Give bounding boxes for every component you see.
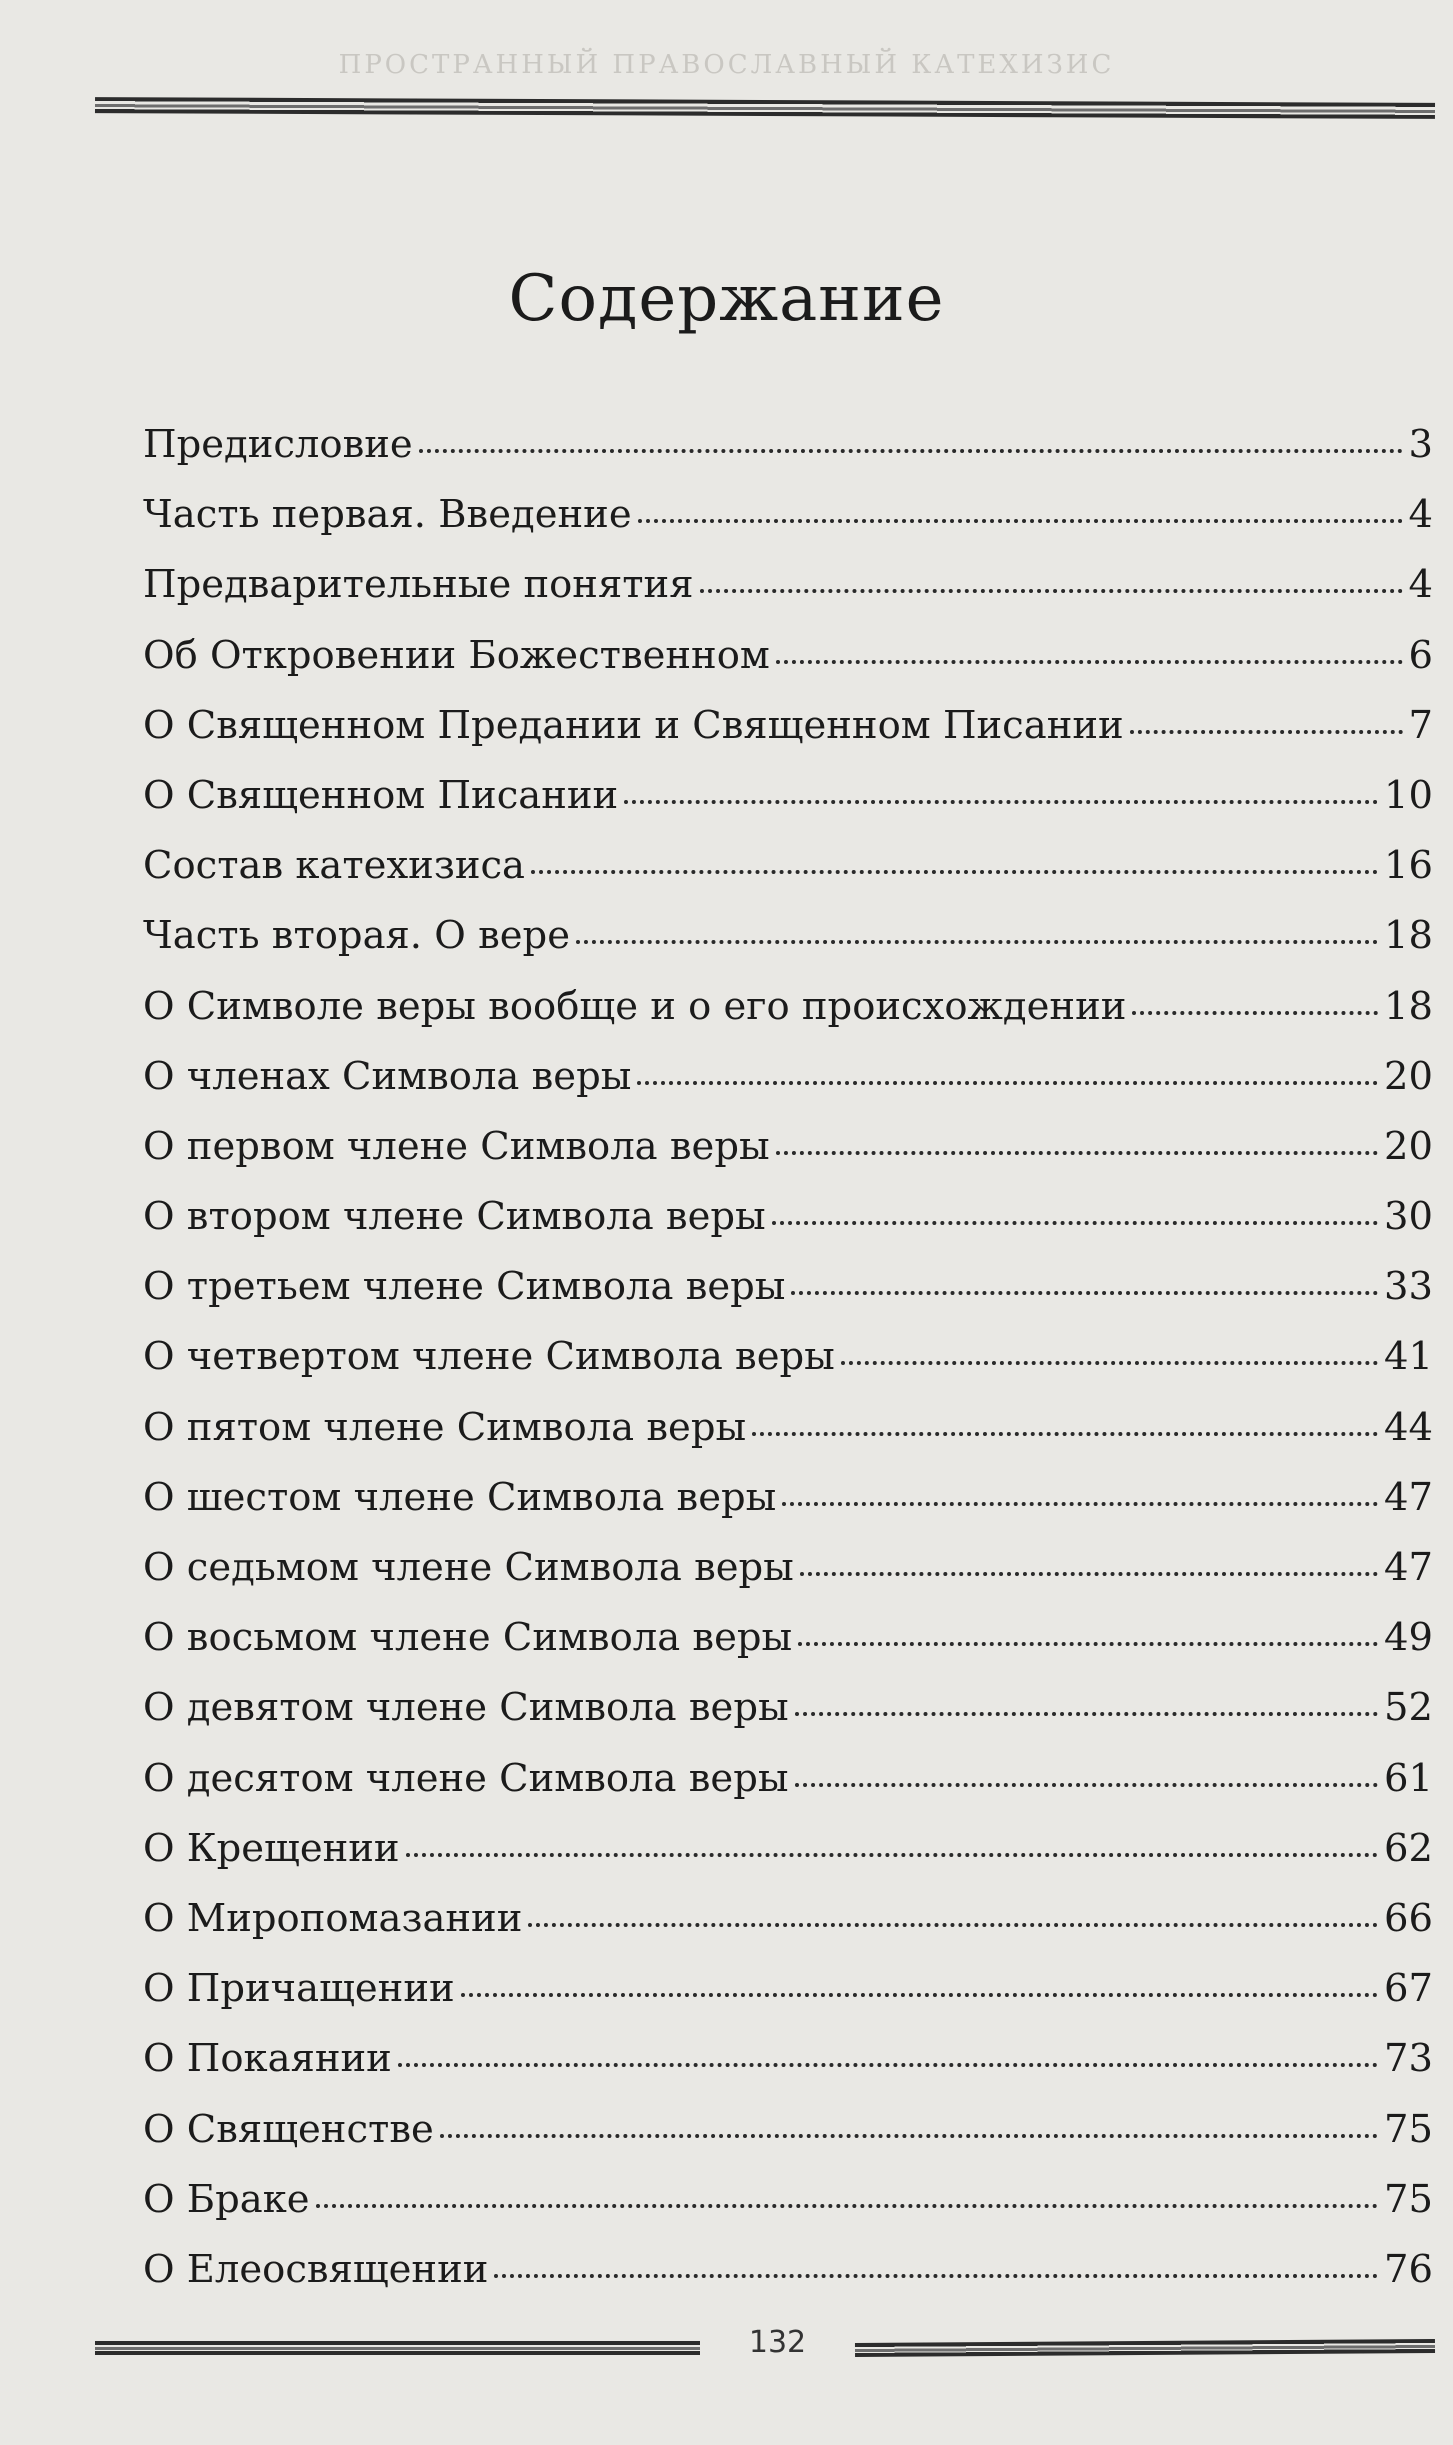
toc-entry — [143, 410, 1433, 480]
dot-leader — [772, 1221, 1378, 1225]
toc-entry-page-number: 73 — [1384, 2036, 1433, 2082]
toc-entry-title: О Елеосвящении — [143, 2246, 489, 2292]
toc-entry-title: О Браке — [143, 2176, 310, 2222]
toc-entry-title: О Священстве — [143, 2106, 434, 2152]
toc-entry-title: О девятом члене Символа веры — [143, 1685, 789, 1731]
toc-entry-title: О десятом члене Символа веры — [143, 1755, 789, 1801]
toc-entry — [143, 761, 1433, 831]
toc-entry-page-number: 41 — [1384, 1334, 1433, 1380]
dot-leader — [624, 800, 1378, 804]
toc-entry-page-number: 67 — [1384, 1966, 1433, 2012]
dot-leader — [800, 1572, 1378, 1576]
page-footer — [95, 2325, 1435, 2365]
toc-entry-title: О Священном Писании — [143, 772, 619, 818]
running-head: ПРОСТРАННЫЙ ПРАВОСЛАВНЫЙ КАТЕХИЗИС — [338, 50, 1115, 80]
toc-entry — [143, 1954, 1433, 2024]
toc-entry — [143, 621, 1433, 691]
toc-entry-title: О первом члене Символа веры — [143, 1123, 770, 1169]
dot-leader — [752, 1432, 1378, 1436]
toc-entry — [143, 1533, 1433, 1603]
toc-entry — [143, 2095, 1433, 2165]
toc-entry-page-number: 75 — [1384, 2176, 1433, 2222]
toc-entry-page-number: 10 — [1384, 772, 1433, 818]
toc-entry — [143, 1182, 1433, 1252]
toc-entry-page-number: 7 — [1408, 702, 1433, 748]
toc-entry — [143, 972, 1433, 1042]
dot-leader — [776, 660, 1403, 664]
toc-entry-title: О Покаянии — [143, 2036, 392, 2082]
dot-leader — [440, 2134, 1378, 2138]
page-title: Содержание — [508, 262, 945, 336]
toc-entry-title: Предварительные понятия — [143, 562, 694, 608]
toc-entry-title: Часть первая. Введение — [143, 492, 632, 538]
toc-entry-page-number: 47 — [1384, 1474, 1433, 1520]
toc-entry — [143, 480, 1433, 550]
toc-entry-title: О восьмом члене Символа веры — [143, 1615, 793, 1661]
toc-entry-page-number: 3 — [1408, 422, 1433, 467]
dot-leader — [419, 449, 1403, 453]
toc-entry — [143, 2235, 1433, 2305]
toc-entry — [143, 901, 1433, 971]
toc-entry-page-number: 20 — [1384, 1123, 1433, 1169]
toc-entry — [143, 1744, 1433, 1814]
toc-entry-title: Предисловие — [143, 422, 413, 467]
toc-entry — [143, 831, 1433, 901]
toc-entry — [143, 1393, 1433, 1463]
dot-leader — [700, 589, 1403, 593]
toc-entry-page-number: 6 — [1408, 632, 1433, 678]
dot-leader — [637, 1081, 1378, 1085]
dot-leader — [494, 2274, 1378, 2278]
toc-entry — [143, 1603, 1433, 1673]
dot-leader — [461, 1993, 1378, 1997]
toc-entry — [143, 1814, 1433, 1884]
toc-entry-title: О Священном Предании и Священном Писании — [143, 702, 1124, 748]
dot-leader — [841, 1361, 1378, 1365]
dot-leader — [798, 1642, 1378, 1646]
toc-entry — [143, 1463, 1433, 1533]
toc-entry-title: О членах Символа веры — [143, 1053, 632, 1099]
toc-entry-title: О Причащении — [143, 1966, 455, 2012]
toc-entry-page-number: 49 — [1384, 1615, 1433, 1661]
toc-entry-title: Состав катехизиса — [143, 843, 526, 889]
toc-entry — [143, 691, 1433, 761]
toc-entry-title: О Миропомазании — [143, 1895, 523, 1941]
toc-entry-page-number: 52 — [1384, 1685, 1433, 1731]
toc-entry-page-number: 16 — [1384, 843, 1433, 889]
dot-leader — [795, 1712, 1378, 1716]
toc-entry-title: Об Откровении Божественном — [143, 632, 770, 678]
toc-entry — [143, 1252, 1433, 1322]
toc-entry-page-number: 18 — [1384, 983, 1433, 1029]
toc-entry-page-number: 30 — [1384, 1194, 1433, 1240]
toc-entry-page-number: 61 — [1384, 1755, 1433, 1801]
dot-leader — [528, 1923, 1378, 1927]
bottom-rule-left — [95, 2341, 700, 2355]
toc-entry-title: О Символе веры вообще и о его происхождении — [143, 983, 1127, 1029]
toc-entry — [143, 550, 1433, 620]
toc-entry-page-number: 33 — [1384, 1264, 1433, 1310]
toc-entry-page-number: 20 — [1384, 1053, 1433, 1099]
table-of-contents — [143, 410, 1433, 2305]
toc-entry-page-number: 44 — [1384, 1404, 1433, 1450]
toc-entry-page-number: 18 — [1384, 913, 1433, 959]
toc-entry-page-number: 4 — [1408, 562, 1433, 608]
top-double-rule — [95, 97, 1435, 119]
toc-entry-title: О третьем члене Символа веры — [143, 1264, 786, 1310]
bottom-rule-right — [855, 2339, 1435, 2357]
toc-entry-title: О пятом члене Символа веры — [143, 1404, 747, 1450]
dot-leader — [791, 1291, 1378, 1295]
dot-leader — [795, 1783, 1379, 1787]
toc-entry-title: О шестом члене Символа веры — [143, 1474, 777, 1520]
toc-entry-page-number: 62 — [1384, 1825, 1433, 1871]
toc-entry-title: О Крещении — [143, 1825, 400, 1871]
toc-entry-page-number: 4 — [1408, 492, 1433, 538]
toc-entry-page-number: 47 — [1384, 1545, 1433, 1590]
toc-entry — [143, 1884, 1433, 1954]
toc-entry — [143, 1673, 1433, 1743]
dot-leader — [1132, 1011, 1378, 1015]
toc-entry-page-number: 66 — [1384, 1895, 1433, 1941]
toc-entry — [143, 1322, 1433, 1392]
dot-leader — [638, 519, 1403, 523]
toc-entry — [143, 2024, 1433, 2094]
toc-entry-page-number: 75 — [1384, 2106, 1433, 2152]
dot-leader — [782, 1502, 1378, 1506]
toc-entry-title: О втором члене Символа веры — [143, 1194, 766, 1240]
toc-entry — [143, 1042, 1433, 1112]
dot-leader — [531, 870, 1378, 874]
page-number: 132 — [748, 2325, 807, 2360]
dot-leader — [398, 2063, 1378, 2067]
dot-leader — [1130, 730, 1403, 734]
dot-leader — [406, 1853, 1378, 1857]
dot-leader — [316, 2204, 1378, 2208]
toc-entry — [143, 1112, 1433, 1182]
dot-leader — [576, 940, 1378, 944]
dot-leader — [776, 1151, 1378, 1155]
toc-entry-title: О четвертом члене Символа веры — [143, 1334, 835, 1380]
toc-entry-title: Часть вторая. О вере — [143, 913, 570, 959]
toc-entry-page-number: 76 — [1384, 2246, 1433, 2292]
toc-entry — [143, 2165, 1433, 2235]
toc-entry-title: О седьмом члене Символа веры — [143, 1545, 794, 1590]
